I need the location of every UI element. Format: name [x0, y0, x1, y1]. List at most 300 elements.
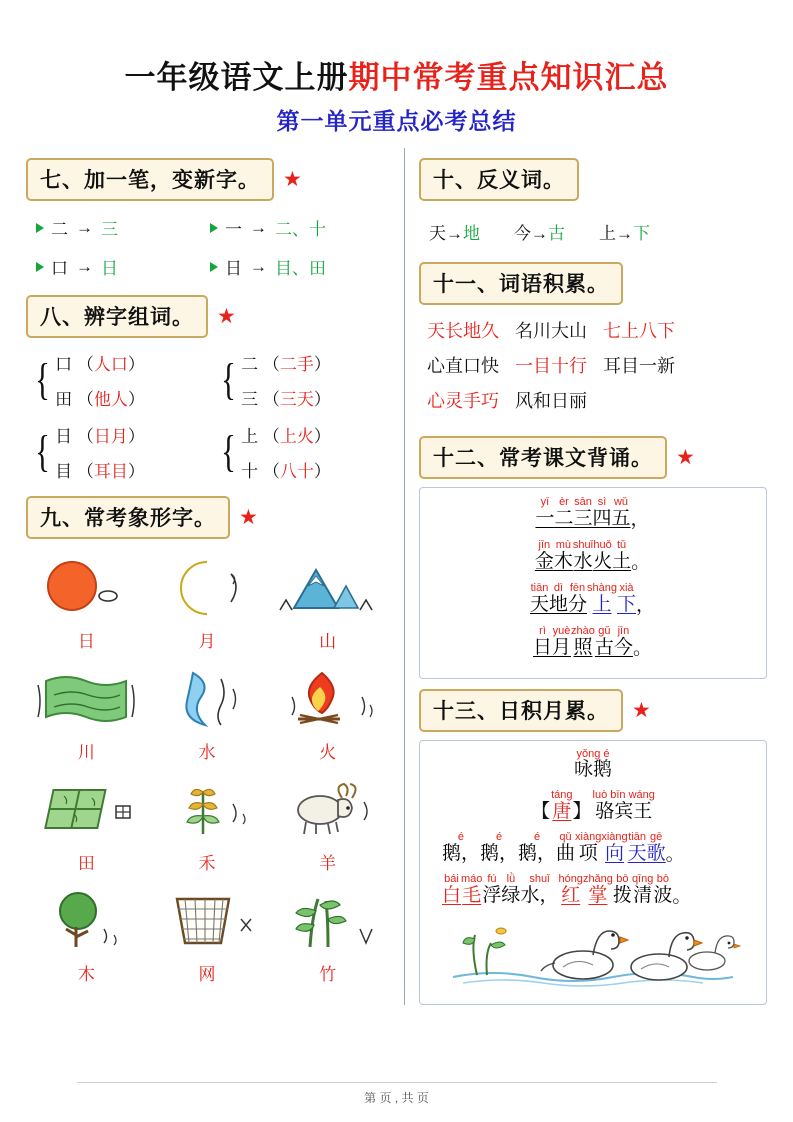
char-with-pinyin	[587, 582, 617, 616]
char-with-pinyin	[583, 873, 613, 907]
brace-group	[32, 422, 200, 482]
pinyin: é	[495, 831, 503, 844]
pinyin: táng	[551, 789, 573, 802]
pictograph-cell	[267, 662, 388, 771]
arrow-icon: →	[615, 224, 633, 243]
brace-char: 上	[241, 427, 259, 446]
char-with-pinyin	[628, 831, 647, 865]
author-name	[593, 789, 655, 823]
antonym-b: 地	[462, 224, 480, 243]
idiom: 心灵手巧	[426, 391, 499, 411]
pictograph-label: 木	[77, 965, 95, 984]
pictograph-cell	[26, 773, 147, 882]
char-with-pinyin	[614, 625, 633, 659]
pictograph-cell	[147, 773, 268, 882]
column-divider	[404, 148, 405, 1005]
hanzi: 白	[441, 885, 461, 907]
pinyin: jīn	[617, 624, 630, 637]
arrow-icon: →	[76, 217, 93, 237]
char-with-pinyin	[501, 873, 520, 907]
star-icon: ★	[283, 168, 302, 191]
stroke-item	[36, 215, 210, 240]
idiom: 风和日丽	[514, 391, 587, 411]
pinyin: zhào	[571, 624, 595, 637]
pinyin: sì	[597, 496, 607, 508]
page-subtitle: 第一单元重点必考总结	[276, 108, 517, 134]
stroke-from: 日	[225, 259, 242, 278]
brace-row	[55, 350, 145, 375]
idiom: 天长地久	[426, 321, 499, 341]
hanzi: 金	[534, 551, 554, 573]
pictograph-cell	[26, 551, 147, 660]
hanzi: 四	[592, 508, 612, 530]
star-icon: ★	[631, 698, 651, 722]
brace-paren: （	[262, 355, 280, 374]
poem-title: 咏鹅	[573, 759, 612, 781]
char-with-pinyin	[461, 873, 482, 907]
pinyin: gē	[650, 831, 663, 844]
pinyin: èr	[559, 496, 569, 508]
star-icon: ★	[239, 506, 258, 529]
stroke-to: 目、田	[275, 259, 326, 278]
hanzi: 一	[535, 508, 555, 530]
brace-paren: ）	[127, 462, 145, 481]
hanzi: 火	[593, 551, 613, 573]
river-icon	[34, 662, 138, 736]
arrow-icon: →	[250, 217, 267, 237]
brace-row	[241, 385, 331, 410]
brace-word: 人口	[93, 355, 128, 374]
brace-group	[32, 350, 200, 410]
section-13-heading: 十三、日积月累。	[419, 689, 623, 732]
hanzi: 五	[611, 508, 631, 530]
char-with-pinyin	[535, 496, 554, 530]
pinyin: hóng	[558, 873, 583, 886]
antonym-pair	[429, 219, 480, 244]
bullet-triangle-icon	[36, 262, 44, 272]
section-13-poem-box	[419, 740, 767, 1005]
brace-row	[241, 422, 331, 447]
pictograph-label: 羊	[319, 854, 337, 873]
hanzi: 拨	[612, 885, 632, 907]
net-icon	[155, 884, 259, 958]
pinyin: fēn	[569, 581, 586, 594]
arrow-icon: →	[530, 224, 548, 243]
section-9-heading: 九、常考象形字。	[26, 496, 230, 539]
pictograph-cell	[26, 662, 147, 771]
hanzi: 今	[613, 636, 633, 658]
char-with-pinyin	[551, 789, 572, 823]
hanzi: 分	[567, 593, 587, 615]
mountain-icon	[276, 551, 380, 625]
brace-paren: （	[76, 427, 94, 446]
hanzi: 三	[573, 508, 593, 530]
section-8-heading-row	[26, 295, 388, 338]
brace-group	[218, 422, 386, 482]
antonym-pair	[514, 219, 565, 244]
stroke-item	[210, 254, 384, 279]
content-columns	[26, 148, 767, 1005]
pictograph-cell	[267, 773, 388, 882]
section-12-recitation-box	[419, 487, 767, 679]
char-with-pinyin	[533, 625, 552, 659]
brace-icon: {	[35, 355, 50, 405]
pinyin: qīng	[631, 873, 654, 886]
sun-icon	[38, 551, 134, 625]
pinyin: jīn	[538, 538, 551, 551]
antonym-a: 天	[428, 224, 446, 243]
hanzi: 天	[627, 843, 647, 865]
pictograph-label: 水	[198, 743, 216, 762]
brace-paren: ）	[127, 390, 145, 409]
brace-paren: ）	[127, 355, 145, 374]
right-column	[411, 148, 767, 1005]
brace-paren: （	[76, 355, 94, 374]
char-with-pinyin	[601, 831, 627, 865]
stroke-item	[210, 215, 384, 240]
pinyin: qǔ	[559, 831, 572, 844]
punctuation: 。	[632, 637, 653, 659]
pictograph-cell	[147, 662, 268, 771]
section-9-pictograph-grid	[26, 547, 388, 993]
bullet-triangle-icon	[210, 262, 218, 272]
brace-word: 二手	[279, 355, 314, 374]
hanzi: 二	[554, 508, 574, 530]
pictograph-label: 川	[77, 743, 95, 762]
pinyin: huǒ	[593, 538, 612, 551]
grain-icon	[159, 773, 255, 847]
char-with-pinyin	[549, 582, 568, 616]
pinyin: mù	[555, 538, 572, 551]
poem-title-line	[426, 749, 760, 780]
idiom: 名川大山	[514, 321, 587, 341]
brace-row	[55, 385, 145, 410]
brace-row	[241, 457, 331, 482]
recite-line	[426, 539, 760, 573]
char-with-pinyin	[647, 831, 666, 865]
moon-icon	[159, 551, 255, 625]
hanzi: 照	[573, 636, 593, 658]
hanzi: 歌	[646, 843, 666, 865]
brace-paren: （	[262, 427, 280, 446]
stroke-from: 口	[51, 259, 68, 278]
punctuation: ，	[636, 594, 657, 616]
section-7-heading: 七、加一笔，变新字。	[26, 158, 274, 201]
brace-paren: （	[76, 390, 94, 409]
char-with-pinyin	[573, 496, 592, 530]
char-with-pinyin	[556, 831, 575, 865]
brace-word: 日月	[93, 427, 128, 446]
pinyin: tiān	[530, 581, 549, 594]
section-11-items	[419, 313, 767, 426]
pictograph-label: 禾	[198, 854, 216, 873]
brace-paren: （	[262, 462, 280, 481]
hanzi: 水	[573, 551, 593, 573]
hanzi: 古	[594, 636, 614, 658]
hanzi: 水，	[520, 885, 559, 907]
idiom: 心直口快	[426, 356, 499, 376]
pinyin: shuǐ	[572, 538, 594, 551]
pinyin: tiān	[628, 831, 647, 844]
pictograph-label: 火	[319, 743, 337, 762]
bamboo-icon	[276, 884, 380, 958]
char-with-pinyin	[482, 873, 501, 907]
pictograph-label: 网	[198, 965, 216, 984]
section-10-heading-row	[419, 158, 767, 201]
char-with-pinyin	[573, 539, 593, 573]
brace-char: 二	[241, 355, 259, 374]
char-with-pinyin	[442, 831, 480, 865]
hanzi: 毛	[462, 885, 482, 907]
char-with-pinyin	[571, 625, 595, 659]
idiom: 七上八下	[602, 321, 675, 341]
char-with-pinyin	[568, 582, 587, 616]
hanzi: 骆宾王	[595, 801, 653, 823]
hanzi: 唐	[552, 801, 572, 823]
fire-icon	[276, 662, 380, 736]
section-10-heading: 十、反义词。	[419, 158, 579, 201]
brace-char: 目	[55, 462, 73, 481]
section-11-heading: 十一、词语积累。	[419, 262, 623, 305]
brace-word: 八十	[279, 462, 314, 481]
hanzi: 木	[553, 551, 573, 573]
char-with-pinyin	[575, 831, 601, 865]
char-with-pinyin	[520, 873, 558, 907]
poem-title-pinyin: yǒng é	[576, 747, 610, 760]
stroke-item	[36, 254, 210, 279]
pinyin: shuǐ	[529, 873, 550, 886]
char-with-pinyin	[612, 496, 631, 530]
bracket-open: 【	[531, 801, 552, 823]
char-with-pinyin	[612, 539, 631, 573]
brace-paren: ）	[313, 427, 331, 446]
punctuation: 。	[631, 551, 652, 573]
char-with-pinyin	[552, 625, 571, 659]
punctuation: 。	[665, 844, 686, 866]
antonym-a: 今	[513, 224, 531, 243]
char-with-pinyin	[554, 496, 573, 530]
char-with-pinyin	[592, 496, 611, 530]
pinyin: xiàng	[575, 831, 602, 844]
pinyin: lǜ	[506, 873, 516, 886]
section-11-heading-row	[419, 262, 767, 305]
idiom: 一目十行	[514, 356, 587, 376]
sheep-icon	[276, 773, 380, 847]
section-7-items	[26, 209, 388, 285]
idiom-line	[427, 352, 763, 378]
pictograph-label: 竹	[319, 965, 337, 984]
char-with-pinyin	[442, 873, 461, 907]
brace-word: 三天	[279, 390, 314, 409]
antonym-a: 上	[598, 224, 616, 243]
char-with-pinyin	[617, 582, 636, 616]
hanzi: 浮	[482, 885, 502, 907]
char-with-pinyin	[535, 539, 554, 573]
brace-char: 三	[241, 390, 259, 409]
char-with-pinyin	[593, 539, 612, 573]
left-column	[26, 148, 398, 1005]
arrow-icon: →	[445, 224, 463, 243]
brace-paren: ）	[313, 355, 331, 374]
hanzi: 项	[578, 843, 598, 865]
antonym-pair	[599, 219, 650, 244]
hanzi: 日	[533, 636, 553, 658]
hanzi: 下	[616, 593, 636, 615]
pinyin: é	[533, 831, 541, 844]
hanzi: 曲	[556, 843, 576, 865]
antonym-b: 下	[632, 224, 650, 243]
brace-icon: {	[221, 355, 236, 405]
brace-char: 口	[55, 355, 73, 374]
pictograph-cell	[147, 551, 268, 660]
char-with-pinyin	[632, 873, 653, 907]
hanzi: 清	[633, 885, 653, 907]
recite-line	[426, 625, 760, 659]
brace-char: 田	[55, 390, 73, 409]
hanzi: 向	[604, 843, 624, 865]
hanzi: 月	[552, 636, 572, 658]
poem-line	[426, 831, 760, 865]
hanzi: 天	[529, 593, 549, 615]
pinyin: xià	[619, 581, 634, 594]
bracket-close: 】	[572, 801, 593, 823]
hanzi: 波	[653, 885, 673, 907]
char-with-pinyin	[530, 582, 549, 616]
arrow-icon: →	[250, 256, 267, 276]
footer-divider	[77, 1082, 717, 1083]
brace-char: 十	[241, 462, 259, 481]
pinyin: luò bīn wáng	[592, 789, 655, 802]
hanzi: 鹅，	[480, 843, 519, 865]
punctuation: 。	[672, 886, 693, 908]
char-with-pinyin	[653, 873, 672, 907]
stroke-from: 二	[51, 220, 68, 239]
section-7-heading-row	[26, 158, 388, 201]
recite-line	[426, 582, 760, 616]
brace-word: 耳目	[93, 462, 128, 481]
footer-text: 第 页 , 共 页	[364, 1091, 429, 1105]
brace-icon: {	[221, 427, 236, 477]
pinyin: é	[457, 831, 465, 844]
pinyin: dì	[553, 581, 564, 594]
section-8-group	[26, 346, 388, 414]
field-icon	[34, 773, 138, 847]
stroke-to: 三	[101, 220, 118, 239]
hanzi: 土	[612, 551, 632, 573]
recite-line	[426, 496, 760, 530]
pictograph-cell	[147, 884, 268, 993]
bullet-triangle-icon	[36, 223, 44, 233]
brace-group	[218, 350, 386, 410]
idiom: 耳目一新	[602, 356, 675, 376]
pictograph-label: 田	[77, 854, 95, 873]
pictograph-cell	[26, 884, 147, 993]
char-with-pinyin	[558, 873, 582, 907]
page-footer	[0, 1082, 793, 1106]
stroke-to: 日	[101, 259, 118, 278]
pinyin: wǔ	[613, 496, 629, 508]
water-icon	[159, 662, 255, 736]
char-with-pinyin	[554, 539, 573, 573]
geese-illustration	[426, 915, 760, 994]
brace-row	[241, 350, 331, 375]
pictograph-cell	[267, 551, 388, 660]
pictograph-label: 日	[77, 632, 95, 651]
title-red: 期中常考重点知识汇总	[348, 60, 669, 95]
pinyin: sān	[574, 496, 592, 508]
hanzi: 上	[592, 593, 612, 615]
hanzi: 鹅，	[441, 843, 480, 865]
stroke-to: 二、十	[275, 220, 326, 239]
pinyin: bō	[656, 873, 669, 886]
section-8-group	[26, 418, 388, 486]
brace-char: 日	[55, 427, 73, 446]
idiom-line	[427, 317, 763, 343]
section-12-heading-row	[419, 436, 767, 479]
bullet-triangle-icon	[210, 223, 218, 233]
hanzi: 绿	[501, 885, 521, 907]
star-icon: ★	[217, 305, 236, 328]
section-9-heading-row	[26, 496, 388, 539]
hanzi: 地	[548, 593, 568, 615]
char-with-pinyin	[518, 831, 556, 865]
brace-paren: ）	[313, 462, 331, 481]
pinyin: bái	[444, 873, 459, 886]
pinyin: rì	[539, 624, 546, 637]
poem-line	[426, 873, 760, 907]
pinyin: gǔ	[598, 624, 611, 637]
section-10-items	[419, 209, 767, 252]
pinyin: bō	[616, 873, 629, 886]
pinyin: shàng	[587, 581, 617, 594]
char-with-pinyin	[480, 831, 518, 865]
brace-word: 他人	[93, 390, 128, 409]
title-black: 一年级语文上册	[124, 60, 349, 95]
hanzi: 鹅，	[518, 843, 557, 865]
pinyin: zhǎng	[582, 873, 613, 886]
pinyin: xiàng	[601, 831, 628, 844]
hanzi: 红	[561, 885, 581, 907]
brace-paren: （	[76, 462, 94, 481]
antonym-b: 古	[547, 224, 565, 243]
star-icon: ★	[675, 446, 695, 469]
pictograph-label: 山	[319, 632, 337, 651]
brace-row	[55, 457, 145, 482]
idiom-line	[427, 387, 763, 413]
pinyin: máo	[461, 873, 483, 886]
stroke-from: 一	[225, 220, 242, 239]
hanzi: 掌	[588, 885, 608, 907]
pictograph-label: 月	[198, 632, 216, 651]
section-12-heading: 十二、常考课文背诵。	[419, 436, 667, 479]
pinyin: yī	[540, 496, 550, 508]
pinyin: tǔ	[617, 538, 627, 551]
char-with-pinyin	[613, 873, 632, 907]
brace-row	[55, 422, 145, 447]
brace-paren: ）	[127, 427, 145, 446]
brace-paren: ）	[313, 390, 331, 409]
arrow-icon: →	[76, 256, 93, 276]
section-8-heading: 八、辨字组词。	[26, 295, 208, 338]
brace-paren: （	[262, 390, 280, 409]
pinyin: fú	[487, 873, 497, 886]
tree-icon	[38, 884, 134, 958]
char-with-pinyin	[595, 625, 614, 659]
poem-author-line	[426, 789, 760, 823]
brace-icon: {	[35, 427, 50, 477]
page-title	[26, 52, 767, 97]
punctuation: ，	[630, 509, 651, 530]
